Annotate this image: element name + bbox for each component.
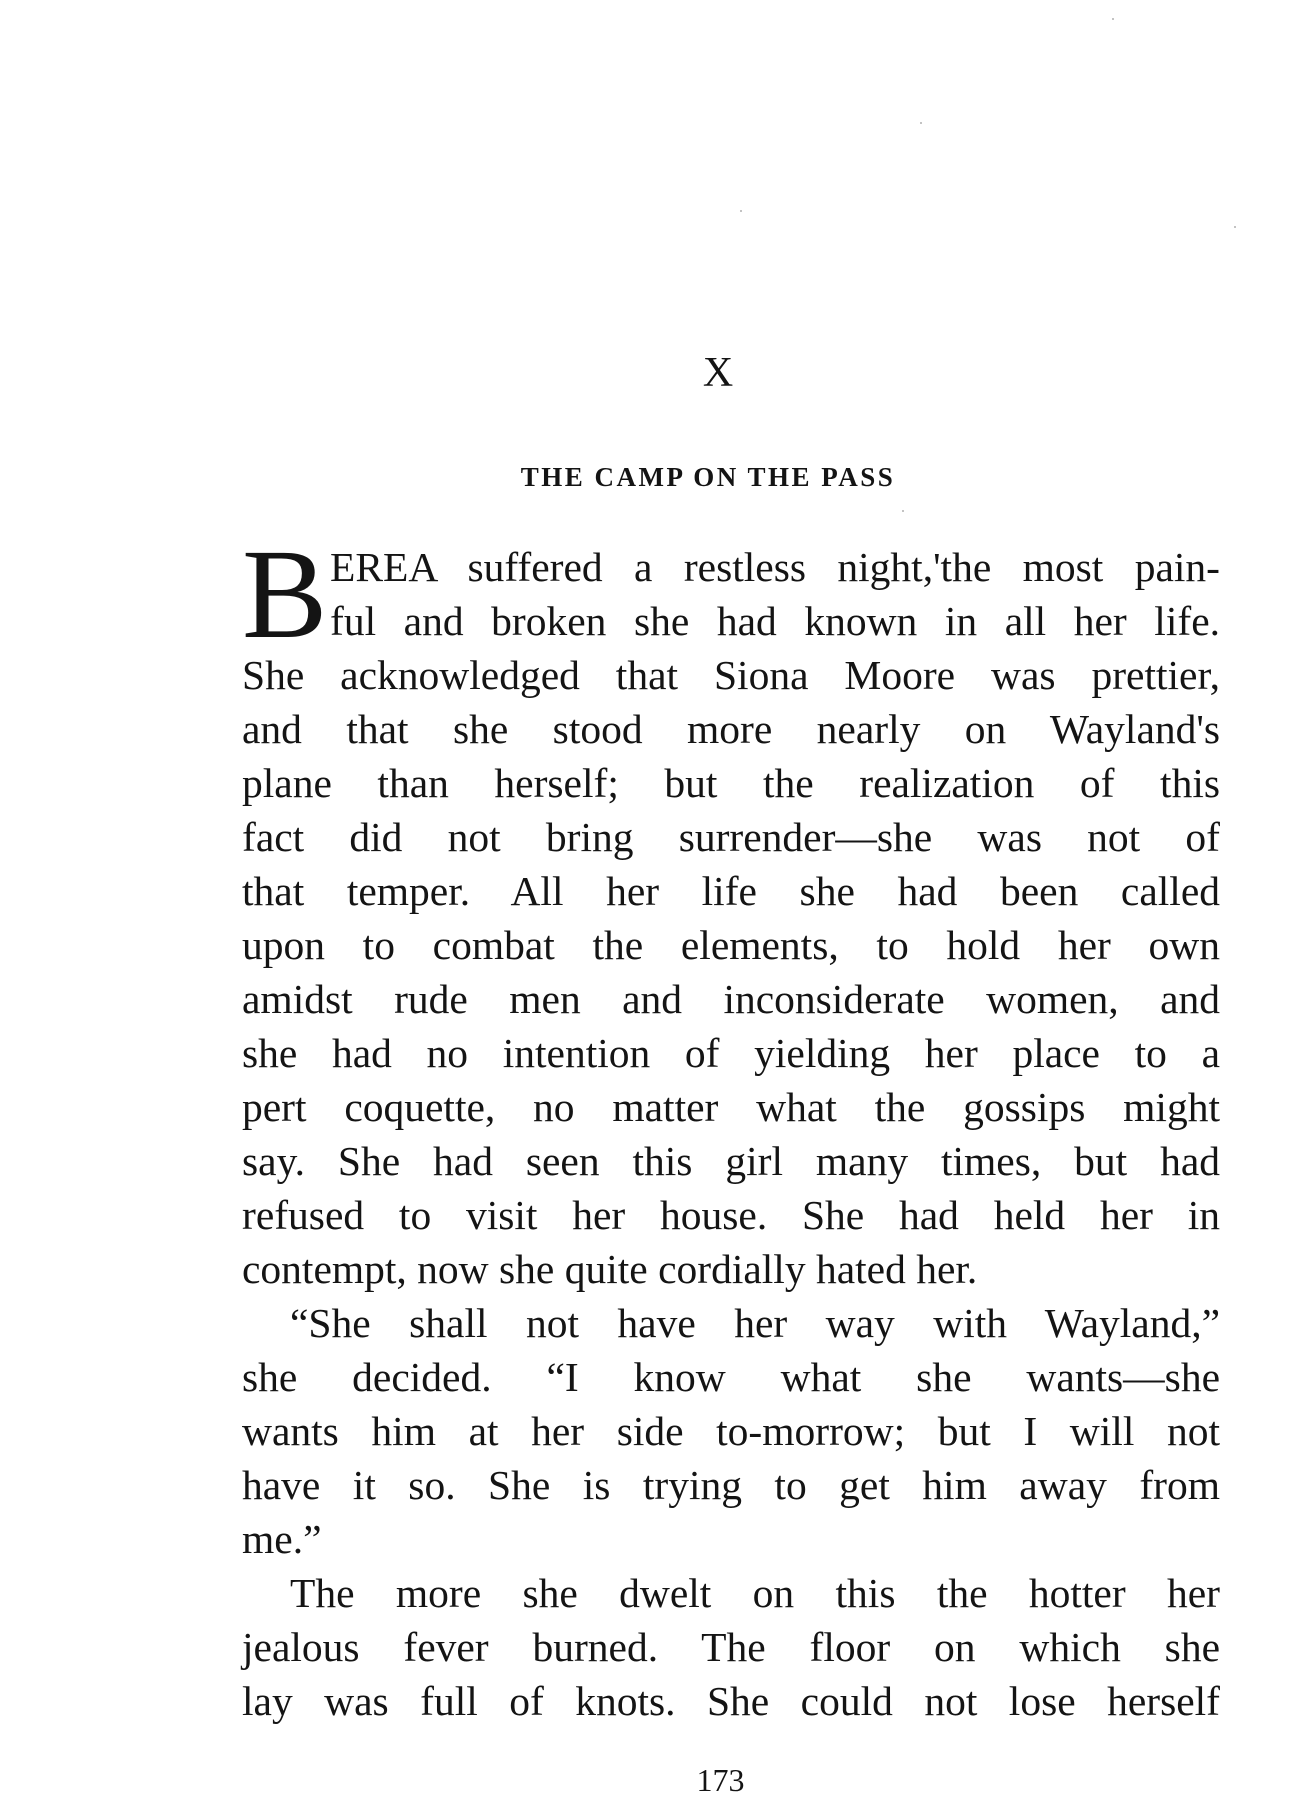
- text-line: wants him at her side to-morrow; but I will not: [242, 1408, 1220, 1454]
- text-line: amidst rude men and inconsiderate women, and: [242, 976, 1220, 1022]
- scan-speck: [1112, 18, 1114, 20]
- text-line: me.”: [242, 1516, 322, 1562]
- text-line: ful and broken she had known in all her life.: [330, 598, 1220, 644]
- text-line: plane than herself; but the realization of this: [242, 760, 1220, 806]
- scan-speck: [902, 510, 904, 512]
- scan-speck: [1234, 226, 1236, 228]
- text-line: have it so. She is trying to get him away from: [242, 1462, 1220, 1508]
- chapter-number: X: [702, 350, 734, 396]
- text-line: she had no intention of yielding her place to a: [242, 1030, 1220, 1076]
- text-line: she decided. “I know what she wants—she: [242, 1354, 1220, 1400]
- text-line: She acknowledged that Siona Moore was prettier,: [242, 652, 1220, 698]
- text-line: refused to visit her house. She had held her in: [242, 1192, 1220, 1238]
- text-line: jealous fever burned. The floor on which she: [242, 1624, 1220, 1670]
- text-line: upon to combat the elements, to hold her own: [242, 922, 1220, 968]
- text-line: contempt, now she quite cordially hated her.: [242, 1246, 978, 1292]
- text-line: EREA suffered a restless night,'the most pain-: [330, 544, 1220, 590]
- scan-speck: [740, 210, 742, 212]
- text-line: The more she dwelt on this the hotter her: [290, 1570, 1220, 1616]
- text-line: say. She had seen this girl many times, but had: [242, 1138, 1220, 1184]
- chapter-body: [242, 523, 1220, 1728]
- page-number: 173: [696, 1762, 745, 1798]
- scan-speck: [920, 122, 922, 124]
- text-line: pert coquette, no matter what the gossips might: [242, 1084, 1220, 1130]
- text-line: that temper. All her life she had been called: [242, 868, 1220, 914]
- text-line: and that she stood more nearly on Wayland's: [242, 706, 1220, 752]
- drop-cap: B: [242, 523, 328, 665]
- text-line: lay was full of knots. She could not lose herself: [242, 1678, 1220, 1724]
- text-line: “She shall not have her way with Wayland,”: [290, 1300, 1220, 1346]
- text-line: fact did not bring surrender—she was not of: [242, 814, 1220, 860]
- chapter-title: THE CAMP ON THE PASS: [520, 462, 896, 492]
